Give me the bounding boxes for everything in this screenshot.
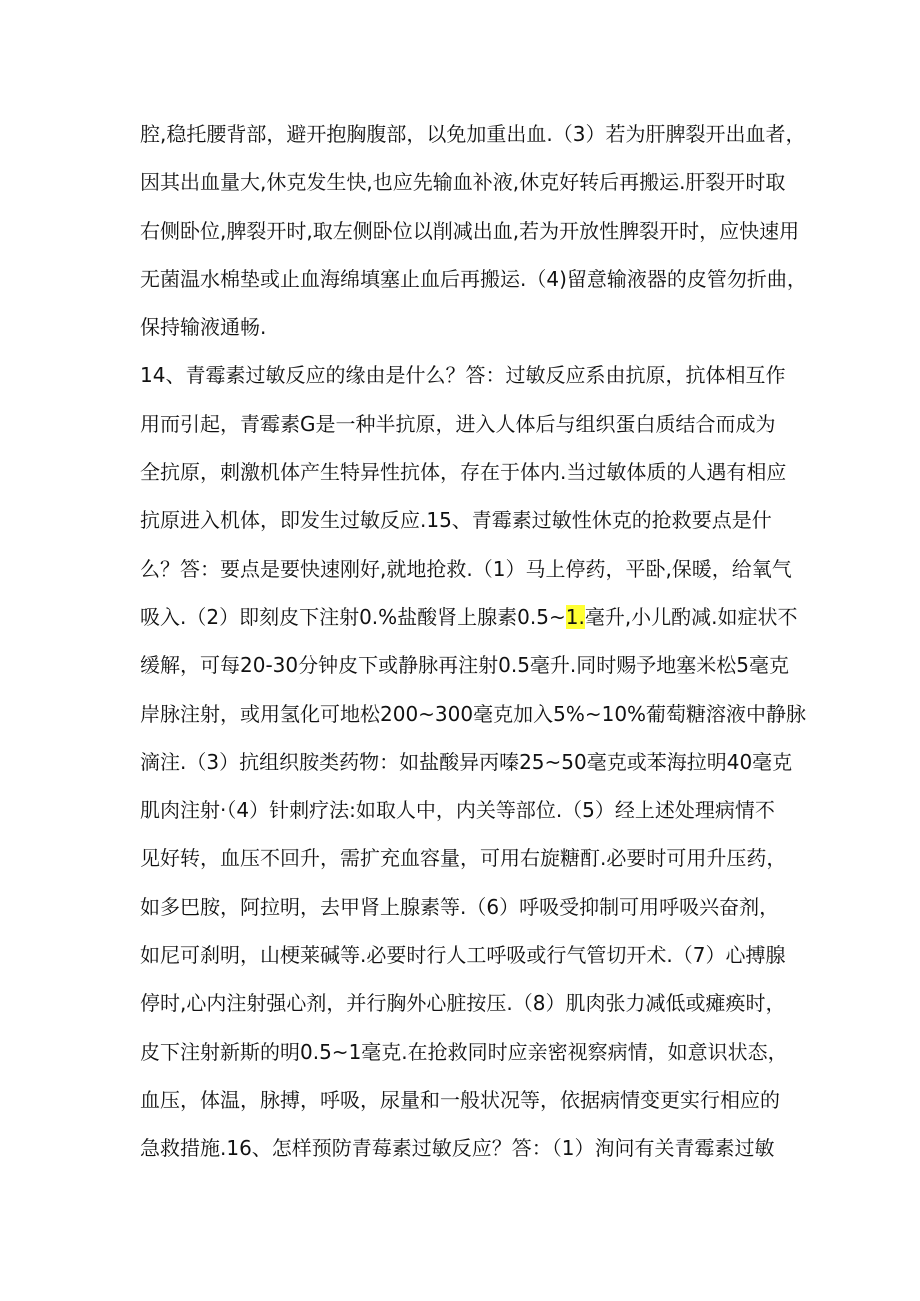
line-text-after: 毫升,小儿酌减.如症状不 [584,604,798,629]
text-line: 全抗原，刺激机体产生特异性抗体，存在于体内.当过敏体质的人遇有相应 [140,460,787,485]
text-line: 用而引起，青霉素G是一种半抗原，进入人体后与组织蛋白质结合而成为 [140,411,776,436]
text-line: 血压，体温，脉搏，呼吸，尿量和一般状况等，依据病情变更实行相应的 [140,1087,780,1112]
text-line: 见好转，血压不回升，需扩充血容量，可用右旋糖酊.必要时可用升压药， [140,846,787,871]
text-line: 么？答：要点是要快速刚好,就地抢救.（1）马上停药，平卧,保暖，给氧气 [140,556,792,581]
text-line: 因其出血量大,休克发生快,也应先输血补液,休克好转后再搬运.肝裂开时取 [140,170,786,195]
text-line-with-highlight [140,593,800,641]
text-line: 肌肉注射·（4）针刺疗法:如取人中，内关等部位.（5）经上述处理病情不 [140,798,775,823]
text-line: 皮下注射新斯的明0.5~1毫克.在抢救同时应亲密视察病情，如意识状态， [140,1039,788,1064]
text-line: 如多巴胺，阿拉明，去甲肾上腺素等.（6）呼吸受抑制可用呼吸兴奋剂， [140,894,780,919]
text-line: 右侧卧位,脾裂开时,取左侧卧位以削减出血,若为开放性脾裂开时，应快速用 [140,218,800,243]
text-line: 岸脉注射，或用氢化可地松200~300毫克加入5%~10%葡萄糖溶液中静脉 [140,701,807,726]
text-line: 如尼可刹明，山梗莱碱等.必要时行人工呼吸或行气管切开术.（7）心搏腺 [140,943,786,968]
text-line: 停时,心内注射强心剂，并行胸外心脏按压.（8）肌肉张力减低或瘫痪时， [140,991,786,1016]
text-line: 腔,稳托腰背部，避开抱胸腹部，以免加重出血.（3）若为肝脾裂开出血者， [140,122,806,146]
body-text [140,110,807,1173]
text-line: 保持输液通畅. [140,315,267,340]
text-line: 缓解，可每20-30分钟皮下或静脉再注射0.5毫升.同时赐予地塞米松5毫克 [140,653,790,678]
text-line: 滴注.（3）抗组织胺类药物：如盐酸异丙嗪25~50毫克或苯海拉明40毫克 [140,749,793,774]
text-line: 急救措施.16、怎样预防青莓素过敏反应？答：（1）洵问有关青霉素过敏 [140,1136,775,1161]
line-text-before: 吸入.（2）即刻皮下注射0.%盐酸肾上腺素0.5~ [140,604,566,629]
highlighted-text: 1. [565,604,585,629]
text-line: 抗原进入机体，即发生过敏反应.15、青霉素过敏性休克的抢救要点是什 [140,508,772,533]
text-line: 无菌温水棉垫或止血海绵填塞止血后再搬运.（4)留意输液器的皮管勿折曲， [140,266,807,291]
text-line: 14、青霉素过敏反应的缘由是什么？答：过敏反应系由抗原，抗体相互作 [140,363,786,388]
